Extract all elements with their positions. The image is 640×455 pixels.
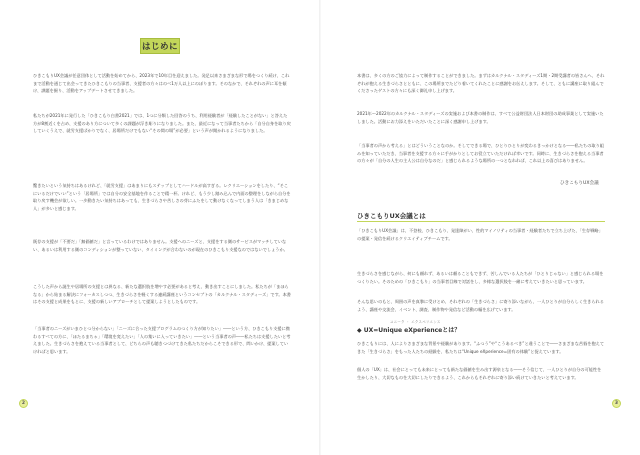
ux-paragraph-1: ひきこもりには、人によりさまざまな背景や経験があります。“ふつう”や“こうあるべき”と違うことで――さまざまな苦悩を抱えてきた「生きづらさ」をもった人たちの経験を、私たちは“Unique eXperience=固有の体験”と捉えています。 [357, 341, 605, 354]
page-fold [319, 0, 321, 455]
right-paragraph-2: 2021年〜2022年のカルクナル・スタディーズの実施および本書の制作は、すべて公益財団法人日本財団の助成事業として実施いたしました。活動にお力添えをいただいたことに深く感謝申し上げます。 [357, 111, 604, 124]
page-number-left: 2 [19, 399, 28, 408]
section-paragraph-1: 「ひきこもりUX会議」は、不登校、ひきこもり、発達障がい、性的マイノリティの当事者・経験者たちで立ち上げた、「生存戦略」の提案・発信を続けるクリエイティブチームです。 [357, 228, 603, 241]
left-paragraph-5: こうした声から誕生や居場所の支援とは異なる、新たな選択肢を増やす必要があると考え、動き出すことにしました。私たちが「まほらなる」から始まる解決にフォーカスしつつ、生きづらさを軽くする連続講座というコンセプトの「カルクナル・スタディーズ」です。本書はその支援と成果をもとに、支援の新しいアプローチとして提案しようとしたものです。 [33, 284, 291, 305]
left-paragraph-4: 既存の支援が「不要だ」「無価値だ」と言っているわけではありません。支援へのニーズと、支援をする側のサービスがマッチしていない、あるいは利用する側のコンディションが整っていない、タイミングが合わないのが現在のひきこもり支援なのではないでしょうか。 [33, 239, 288, 252]
bullet-diamond-icon: ◆ [357, 327, 362, 334]
left-paragraph-3: 驚きたいという気持ちはあるけれど、「就労支援」はあまりにもステップとしてハードルが高すぎる。レクリエーションをしたり、“そこにいるだけでいい”という「居場所」では自分の安全基地を作ることで精一杯。けれど、もう少し踏み込んで内面の整理をしながら自分を取り戻す機会が欲しい。一歩動きたい気持ちはあっても、生きづらさや苦しさの芽にふたをして動けなくなってしまう人は「きまじめな人」が多いと感じます。 [33, 183, 291, 211]
signature: ひきこもりUX会議 [560, 181, 599, 186]
page-number-right: 3 [612, 399, 621, 408]
intro-heading: はじめに [140, 38, 180, 54]
section-heading: ひきこもりUX会議とは [357, 211, 605, 222]
ruby-annotation: ユニーク ・ エクスペリエンス [390, 320, 441, 324]
right-paragraph-1: 本書は、多くの方のご協力によって制作することができました。まずはカルクナル・スタディーズ1期・2期受講者の皆さんへ、それぞれが抱える生きづらさとともに、この場所までたどり着いてくれたことに感謝をお伝えします。そして、ともに講座に取り組んでくださったゲストの方々にも深く御礼申し上げます。 [357, 73, 605, 94]
ux-heading [357, 325, 460, 334]
section-paragraph-3: そんな思いのもと、周囲の声を真摯に受けとめ、それぞれの「生きづらさ」に寄り添いながら、一人ひとりが自分らしく生きられるよう、講座や交流会、イベント、調査、制作物や発信など活動の幅を広げています。 [357, 299, 604, 312]
ux-paragraph-2: 個人の「UX」は、社会にとっても未来にとっても新たな価値を生み出す源泉となる――そう信じて、一人ひとりが自分の可能性を生かしたり、大切なものを大切にしたりできるよう、これからもそれぞれに寄り添い続けていきたいと考えています。 [357, 367, 602, 380]
right-paragraph-3: 「当事者の声から考える」とはどういうことなのか。そしてできる場で、ひとりひとりが変わるきっかけとなる――私たちの取り組みを知っていただき、当事者を支援する方々に手がかりとしてお役立ていただければ幸いです。同時に、生きづらさを抱える当事者の方々が「自分の人生の主人公は自分なのだ」と感じられるような場所の一つとなれれば、これ以上の喜びはありません。 [357, 143, 604, 164]
left-paragraph-6: 「当事者のニーズがいまひとつ分からない」「ニーズに合った支援プログラムのつくり方が知りたい」――という方、ひきこもり支援に携わるすべての方に、「ほたるまちゃ」「環境を変えたい」「人の集いに入っていきたい」――という当事者の声――私たちは支援したいと考えました。生きづらさを抱えている当事者として、どちらの声も聴きつづけてきた私たちだからこそできる形で、問いかけ、提案していければと思います。 [33, 326, 291, 354]
left-paragraph-2: 私たちが2021年に発行した「ひきこもり白書2021」では、1つに分類した回答のうち、利用経験者が「経験したことがない」と答えた方が8割近くを占め、支援のあり方について多くの課題が浮き彫りになりました。また、最近になって当事者たちから「自分自身を取り戻していくうえで、就労支援ばかりでなく、居場所だけでもない“その間の場”が必要」という声が聞かれるようになりました。 [33, 113, 291, 134]
section-paragraph-2: 生きづらさを感じながら、何にも頼れず、あるいは頼ることもできず、苦しんでいる人たちが「ひとりじゃない」と感じられる場をつくりたい。そのための「ひきこもり」の当事者目線で対話をし、多様な選択肢を一緒に考えていきたいと思っています。 [357, 271, 604, 284]
left-paragraph-1: ひきこもりUX会議が任意団体として活動を始めてから、2023年で10年目を迎えました。発足以来さまざまな形で場をつくり続け、これまで活動を通じて出会ってきたひきこもりの当事者、支援者の方々はのべ1万人以上にのぼります。そのなかで、それぞれの声に耳を傾け、課題を掘り、活動をアップデートさせてきました。 [33, 73, 290, 94]
ux-heading-label: UX=Unique eXperienceとは？ [363, 327, 461, 334]
